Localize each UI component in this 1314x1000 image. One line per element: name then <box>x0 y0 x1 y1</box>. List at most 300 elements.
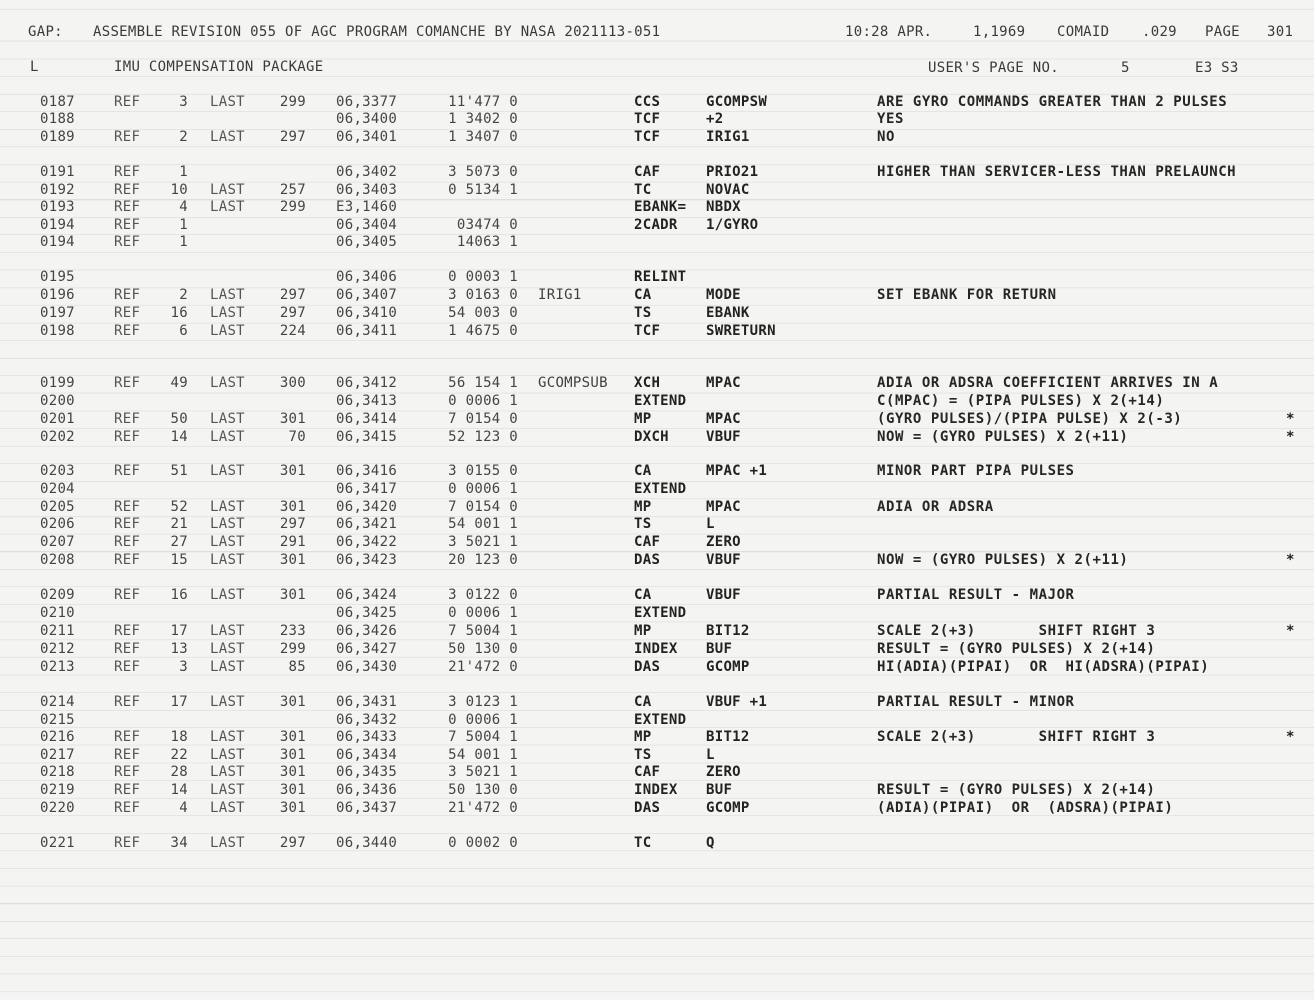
comment: MINOR PART PIPA PULSES <box>877 463 1075 479</box>
operand: VBUF <box>706 587 741 603</box>
revision-mark: * <box>1286 552 1295 568</box>
address: 06,3416 <box>336 463 398 479</box>
last-label: LAST <box>210 659 245 675</box>
octal-code: 0 0006 1 <box>448 393 518 409</box>
header-prefix: GAP: <box>28 24 63 40</box>
operand: GCOMPSW <box>706 94 768 110</box>
opcode: MP <box>634 623 652 639</box>
last-label: LAST <box>210 587 245 603</box>
last-label: LAST <box>210 94 245 110</box>
listing-row <box>0 217 1314 235</box>
line-number: 0197 <box>40 305 75 321</box>
header-time: 10:28 APR. <box>845 24 933 40</box>
listing-row <box>0 411 1314 429</box>
ref-count: 18 <box>170 729 188 745</box>
address: 06,3421 <box>336 516 398 532</box>
ref-label: REF <box>114 305 141 321</box>
operand: +2 <box>706 111 724 127</box>
address: 06,3424 <box>336 587 398 603</box>
subheader-col: L <box>30 59 39 75</box>
opcode: INDEX <box>634 641 678 657</box>
address: 06,3437 <box>336 800 398 816</box>
line-number: 0199 <box>40 375 75 391</box>
listing-row <box>0 305 1314 323</box>
listing-row <box>0 747 1314 765</box>
opcode: EXTEND <box>634 393 687 409</box>
ref-count: 50 <box>170 411 188 427</box>
ref-label: REF <box>114 411 141 427</box>
comment: PARTIAL RESULT - MINOR <box>877 694 1075 710</box>
ref-count: 17 <box>170 623 188 639</box>
opcode: MP <box>634 411 652 427</box>
last-label: LAST <box>210 534 245 550</box>
last-page: 224 <box>279 323 306 339</box>
comment: ARE GYRO COMMANDS GREATER THAN 2 PULSES <box>877 94 1228 110</box>
comment: NOW = (GYRO PULSES) X 2(+11) <box>877 552 1129 568</box>
last-page: 299 <box>279 641 306 657</box>
operand: MPAC <box>706 499 741 515</box>
opcode: XCH <box>634 375 661 391</box>
last-label: LAST <box>210 375 245 391</box>
revision-mark: * <box>1286 623 1295 639</box>
ref-count: 14 <box>170 782 188 798</box>
opcode: DAS <box>634 659 661 675</box>
ref-label: REF <box>114 623 141 639</box>
header-page-label: PAGE <box>1205 24 1240 40</box>
opcode: TC <box>634 182 652 198</box>
opcode: TCF <box>634 323 661 339</box>
revision-mark: * <box>1286 411 1295 427</box>
comment: HIGHER THAN SERVICER-LESS THAN PRELAUNCH <box>877 164 1237 180</box>
last-page: 297 <box>279 516 306 532</box>
listing-row <box>0 94 1314 112</box>
opcode: EXTEND <box>634 712 687 728</box>
address: 06,3407 <box>336 287 398 303</box>
operand: IRIG1 <box>706 129 750 145</box>
octal-code: 3 0123 1 <box>448 694 518 710</box>
listing-row <box>0 835 1314 853</box>
last-label: LAST <box>210 782 245 798</box>
opcode: DXCH <box>634 429 669 445</box>
operand: EBANK <box>706 305 750 321</box>
octal-code: 3 5021 1 <box>448 534 518 550</box>
last-label: LAST <box>210 182 245 198</box>
listing-row <box>0 463 1314 481</box>
ref-count: 21 <box>170 516 188 532</box>
opcode: TCF <box>634 111 661 127</box>
last-label: LAST <box>210 129 245 145</box>
comment: RESULT = (GYRO PULSES) X 2(+14) <box>877 641 1156 657</box>
comment: ADIA OR ADSRA <box>877 499 994 515</box>
listing-row <box>0 164 1314 182</box>
octal-code: 3 5021 1 <box>448 764 518 780</box>
opcode: INDEX <box>634 782 678 798</box>
last-label: LAST <box>210 641 245 657</box>
line-number: 0202 <box>40 429 75 445</box>
line-number: 0187 <box>40 94 75 110</box>
users-page-number: 5 <box>1121 60 1130 76</box>
line-number: 0194 <box>40 234 75 250</box>
line-number: 0214 <box>40 694 75 710</box>
octal-code: 50 130 0 <box>448 782 518 798</box>
last-label: LAST <box>210 287 245 303</box>
listing-row <box>0 429 1314 447</box>
revision-mark: * <box>1286 429 1295 445</box>
opcode: CAF <box>634 534 661 550</box>
operand: MODE <box>706 287 741 303</box>
operand: MPAC +1 <box>706 463 768 479</box>
ref-count: 1 <box>179 164 188 180</box>
address: 06,3431 <box>336 694 398 710</box>
opcode: CAF <box>634 164 661 180</box>
address: 06,3406 <box>336 269 398 285</box>
ref-count: 3 <box>179 94 188 110</box>
opcode: DAS <box>634 552 661 568</box>
octal-code: 7 0154 0 <box>448 411 518 427</box>
line-number: 0219 <box>40 782 75 798</box>
ref-count: 27 <box>170 534 188 550</box>
opcode: EXTEND <box>634 605 687 621</box>
listing-row <box>0 587 1314 605</box>
ref-count: 6 <box>179 323 188 339</box>
operand: GCOMP <box>706 800 750 816</box>
address: 06,3427 <box>336 641 398 657</box>
ref-label: REF <box>114 499 141 515</box>
opcode: EBANK= <box>634 199 687 215</box>
line-number: 0189 <box>40 129 75 145</box>
address: 06,3417 <box>336 481 398 497</box>
opcode: EXTEND <box>634 481 687 497</box>
ref-count: 22 <box>170 747 188 763</box>
last-page: 297 <box>279 287 306 303</box>
last-page: 301 <box>279 587 306 603</box>
operand: L <box>706 747 715 763</box>
last-page: 297 <box>279 305 306 321</box>
last-page: 301 <box>279 782 306 798</box>
listing-row <box>0 323 1314 341</box>
ref-label: REF <box>114 782 141 798</box>
last-label: LAST <box>210 623 245 639</box>
octal-code: 3 0163 0 <box>448 287 518 303</box>
ref-count: 34 <box>170 835 188 851</box>
operand: BIT12 <box>706 623 750 639</box>
address: 06,3412 <box>336 375 398 391</box>
ref-count: 10 <box>170 182 188 198</box>
comment: HI(ADIA)(PIPAI) OR HI(ADSRA)(PIPAI) <box>877 659 1210 675</box>
last-page: 299 <box>279 94 306 110</box>
listing-row <box>0 623 1314 641</box>
address: 06,3422 <box>336 534 398 550</box>
address: 06,3410 <box>336 305 398 321</box>
octal-code: 0 0006 1 <box>448 712 518 728</box>
ref-label: REF <box>114 217 141 233</box>
last-page: 301 <box>279 694 306 710</box>
comment: RESULT = (GYRO PULSES) X 2(+14) <box>877 782 1156 798</box>
listing-row <box>0 764 1314 782</box>
last-label: LAST <box>210 305 245 321</box>
listing-row <box>0 782 1314 800</box>
ref-label: REF <box>114 375 141 391</box>
last-page: 301 <box>279 729 306 745</box>
ref-label: REF <box>114 764 141 780</box>
ref-label: REF <box>114 835 141 851</box>
octal-code: 0 0002 0 <box>448 835 518 851</box>
octal-code: 7 5004 1 <box>448 729 518 745</box>
address: 06,3426 <box>336 623 398 639</box>
line-number: 0193 <box>40 199 75 215</box>
octal-code: 7 0154 0 <box>448 499 518 515</box>
listing-row <box>0 393 1314 411</box>
ref-label: REF <box>114 323 141 339</box>
ref-label: REF <box>114 587 141 603</box>
header-page-number: 301 <box>1267 24 1294 40</box>
ref-count: 14 <box>170 429 188 445</box>
listing-row <box>0 659 1314 677</box>
last-page: 301 <box>279 764 306 780</box>
header-code: .029 <box>1142 24 1177 40</box>
opcode: CAF <box>634 764 661 780</box>
octal-code: 54 003 0 <box>448 305 518 321</box>
operand: BIT12 <box>706 729 750 745</box>
operand: 1/GYRO <box>706 217 759 233</box>
ref-label: REF <box>114 552 141 568</box>
ref-label: REF <box>114 659 141 675</box>
octal-code: 0 0003 1 <box>448 269 518 285</box>
last-page: 301 <box>279 411 306 427</box>
ref-label: REF <box>114 747 141 763</box>
line-number: 0203 <box>40 463 75 479</box>
last-label: LAST <box>210 694 245 710</box>
last-page: 301 <box>279 499 306 515</box>
listing-row <box>0 800 1314 818</box>
symbol-label: GCOMPSUB <box>538 375 608 391</box>
ref-label: REF <box>114 694 141 710</box>
ref-count: 15 <box>170 552 188 568</box>
last-label: LAST <box>210 499 245 515</box>
address: 06,3425 <box>336 605 398 621</box>
last-label: LAST <box>210 411 245 427</box>
octal-code: 0 0006 1 <box>448 481 518 497</box>
ref-count: 1 <box>179 217 188 233</box>
comment: PARTIAL RESULT - MAJOR <box>877 587 1075 603</box>
last-label: LAST <box>210 429 245 445</box>
octal-code: 3 0155 0 <box>448 463 518 479</box>
address: 06,3414 <box>336 411 398 427</box>
opcode: CA <box>634 287 652 303</box>
listing-row <box>0 712 1314 730</box>
operand: ZERO <box>706 534 741 550</box>
ref-label: REF <box>114 641 141 657</box>
comment: NO <box>877 129 895 145</box>
header-user: COMAID <box>1057 24 1110 40</box>
last-label: LAST <box>210 323 245 339</box>
line-number: 0221 <box>40 835 75 851</box>
last-page: 85 <box>288 659 306 675</box>
address: 06,3440 <box>336 835 398 851</box>
operand: Q <box>706 835 715 851</box>
octal-code: 56 154 1 <box>448 375 518 391</box>
opcode: CA <box>634 463 652 479</box>
ref-label: REF <box>114 463 141 479</box>
ref-label: REF <box>114 234 141 250</box>
symbol-label: IRIG1 <box>538 287 582 303</box>
line-number: 0196 <box>40 287 75 303</box>
operand: VBUF <box>706 429 741 445</box>
last-label: LAST <box>210 729 245 745</box>
last-page: 301 <box>279 552 306 568</box>
users-page-label: USER'S PAGE NO. <box>928 60 1059 76</box>
line-number: 0205 <box>40 499 75 515</box>
address: 06,3401 <box>336 129 398 145</box>
line-number: 0200 <box>40 393 75 409</box>
address: 06,3413 <box>336 393 398 409</box>
opcode: RELINT <box>634 269 687 285</box>
listing-row <box>0 375 1314 393</box>
listing-row <box>0 605 1314 623</box>
ref-label: REF <box>114 164 141 180</box>
listing-row <box>0 694 1314 712</box>
address: 06,3420 <box>336 499 398 515</box>
opcode: TS <box>634 747 652 763</box>
opcode: DAS <box>634 800 661 816</box>
section-title: IMU COMPENSATION PACKAGE <box>114 59 324 75</box>
opcode: TS <box>634 305 652 321</box>
address: 06,3430 <box>336 659 398 675</box>
comment: YES <box>877 111 904 127</box>
last-label: LAST <box>210 835 245 851</box>
operand: NOVAC <box>706 182 750 198</box>
listing-row <box>0 516 1314 534</box>
ref-count: 4 <box>179 800 188 816</box>
line-number: 0201 <box>40 411 75 427</box>
last-label: LAST <box>210 552 245 568</box>
operand: NBDX <box>706 199 741 215</box>
octal-code: 1 4675 0 <box>448 323 518 339</box>
octal-code: 3 5073 0 <box>448 164 518 180</box>
address: 06,3405 <box>336 234 398 250</box>
line-number: 0220 <box>40 800 75 816</box>
ref-label: REF <box>114 729 141 745</box>
comment: SET EBANK FOR RETURN <box>877 287 1057 303</box>
comment: SCALE 2(+3) SHIFT RIGHT 3 <box>877 623 1156 639</box>
octal-code: 50 130 0 <box>448 641 518 657</box>
operand: MPAC <box>706 375 741 391</box>
last-page: 300 <box>279 375 306 391</box>
operand: L <box>706 516 715 532</box>
line-number: 0210 <box>40 605 75 621</box>
line-number: 0209 <box>40 587 75 603</box>
revision-mark: * <box>1286 729 1295 745</box>
comment: (GYRO PULSES)/(PIPA PULSE) X 2(-3) <box>877 411 1183 427</box>
address: 06,3432 <box>336 712 398 728</box>
operand: PRIO21 <box>706 164 759 180</box>
octal-code: 1 3402 0 <box>448 111 518 127</box>
line-number: 0217 <box>40 747 75 763</box>
listing-row <box>0 481 1314 499</box>
last-page: 301 <box>279 800 306 816</box>
line-number: 0212 <box>40 641 75 657</box>
ref-count: 13 <box>170 641 188 657</box>
line-number: 0194 <box>40 217 75 233</box>
opcode: TC <box>634 835 652 851</box>
listing-row <box>0 182 1314 200</box>
ref-count: 16 <box>170 587 188 603</box>
ref-count: 52 <box>170 499 188 515</box>
line-number: 0216 <box>40 729 75 745</box>
header-title: ASSEMBLE REVISION 055 OF AGC PROGRAM COMANCHE BY NASA 2021113-051 <box>93 24 661 40</box>
ref-label: REF <box>114 182 141 198</box>
octal-code: 54 001 1 <box>448 516 518 532</box>
octal-code: 21'472 0 <box>448 659 518 675</box>
octal-code: 03474 0 <box>456 217 518 233</box>
last-page: 233 <box>279 623 306 639</box>
ref-label: REF <box>114 800 141 816</box>
operand: VBUF +1 <box>706 694 768 710</box>
octal-code: 3 0122 0 <box>448 587 518 603</box>
opcode: CA <box>634 587 652 603</box>
opcode: MP <box>634 729 652 745</box>
operand: BUF <box>706 641 733 657</box>
address: 06,3423 <box>336 552 398 568</box>
listing-row <box>0 111 1314 129</box>
ref-count: 1 <box>179 234 188 250</box>
ref-label: REF <box>114 129 141 145</box>
last-label: LAST <box>210 800 245 816</box>
last-page: 301 <box>279 747 306 763</box>
opcode: 2CADR <box>634 217 678 233</box>
ref-count: 4 <box>179 199 188 215</box>
octal-code: 14063 1 <box>456 234 518 250</box>
octal-code: 54 001 1 <box>448 747 518 763</box>
last-page: 297 <box>279 129 306 145</box>
ref-count: 28 <box>170 764 188 780</box>
opcode: TS <box>634 516 652 532</box>
line-number: 0215 <box>40 712 75 728</box>
listing-row <box>0 234 1314 252</box>
octal-code: 0 0006 1 <box>448 605 518 621</box>
line-number: 0191 <box>40 164 75 180</box>
last-page: 291 <box>279 534 306 550</box>
listing-row <box>0 534 1314 552</box>
address: 06,3434 <box>336 747 398 763</box>
operand: MPAC <box>706 411 741 427</box>
octal-code: 20 123 0 <box>448 552 518 568</box>
last-page: 257 <box>279 182 306 198</box>
line-number: 0198 <box>40 323 75 339</box>
last-page: 299 <box>279 199 306 215</box>
ref-count: 51 <box>170 463 188 479</box>
operand: VBUF <box>706 552 741 568</box>
operand: ZERO <box>706 764 741 780</box>
listing-row <box>0 199 1314 217</box>
address: 06,3400 <box>336 111 398 127</box>
ref-label: REF <box>114 94 141 110</box>
octal-code: 52 123 0 <box>448 429 518 445</box>
last-label: LAST <box>210 199 245 215</box>
address: 06,3377 <box>336 94 398 110</box>
address: 06,3404 <box>336 217 398 233</box>
comment: SCALE 2(+3) SHIFT RIGHT 3 <box>877 729 1156 745</box>
ref-count: 2 <box>179 129 188 145</box>
line-number: 0192 <box>40 182 75 198</box>
ref-label: REF <box>114 516 141 532</box>
line-number: 0188 <box>40 111 75 127</box>
address: E3,1460 <box>336 199 398 215</box>
operand: SWRETURN <box>706 323 776 339</box>
octal-code: 7 5004 1 <box>448 623 518 639</box>
last-label: LAST <box>210 516 245 532</box>
listing-row <box>0 552 1314 570</box>
